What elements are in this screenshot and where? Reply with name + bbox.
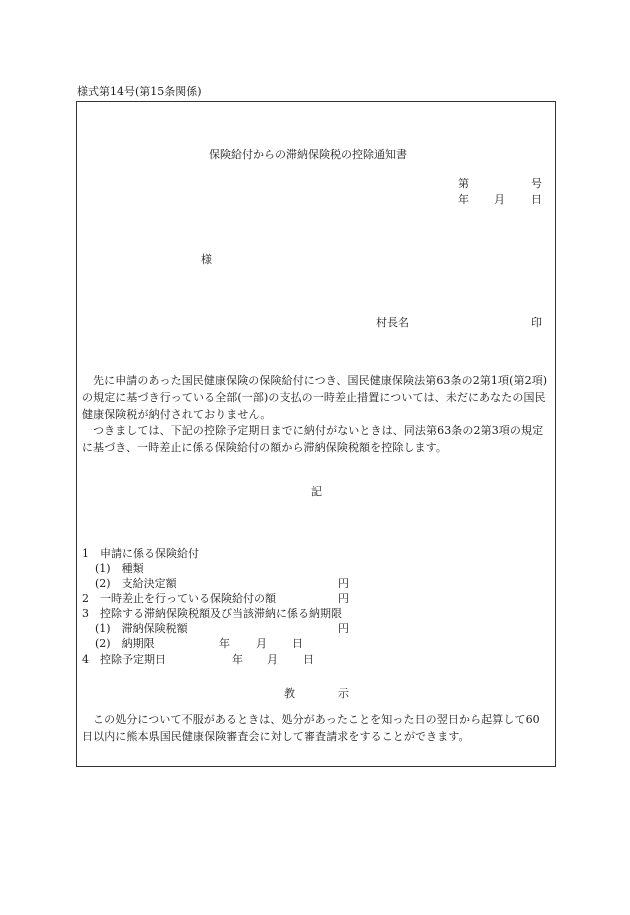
item-1-2-unit: 円 <box>338 577 349 590</box>
number-prefix: 第 <box>458 177 469 190</box>
item-2-unit: 円 <box>338 592 349 605</box>
item-1-2: (2) 支給決定額 <box>95 577 177 590</box>
number-suffix: 号 <box>531 177 542 190</box>
item-4-day: 日 <box>303 653 314 666</box>
item-1: 1 申請に係る保険給付 <box>82 547 199 560</box>
item-3-1: (1) 滞納保険税額 <box>95 622 188 635</box>
item-1-1: (1) 種類 <box>95 562 144 575</box>
body-paragraph-1: 先に申請のあった国民健康保険の保険給付につき、国民健康保険法第63条の2第1項(第2項)の規定に基づき行っている全部(一部)の支払の一時差止措置については、未だにあなたの国民健康保険税が納付されておりません。 <box>82 374 548 421</box>
item-3: 3 控除する滞納保険税額及び当該滞納に係る納期限 <box>82 607 342 620</box>
item-2: 2 一時差止を行っている保険給付の額 <box>82 592 276 605</box>
item-3-1-unit: 円 <box>338 622 349 635</box>
item-3-2-month: 月 <box>256 637 267 650</box>
item-4-month: 月 <box>267 653 278 666</box>
addressee-suffix: 様 <box>201 253 212 266</box>
date-year-label: 年 <box>458 193 469 206</box>
instruction-heading-2: 示 <box>338 687 349 700</box>
item-3-2-day: 日 <box>292 637 303 650</box>
instruction-paragraph: この処分について不服があるときは、処分があったことを知った日の翌日から起算して60日以内に熊本県国民健康保険審査会に対して審査請求をすることができます。 <box>82 713 540 743</box>
seal-mark: 印 <box>531 316 542 329</box>
document-title: 保険給付からの滞納保険税の控除通知書 <box>209 148 407 161</box>
sender-mayor: 村長名 <box>376 316 409 329</box>
ki-heading: 記 <box>311 485 322 498</box>
date-month-label: 月 <box>494 193 505 206</box>
form-number: 様式第14号(第15条関係) <box>77 85 202 98</box>
body-paragraph-2: つきましては、下記の控除予定期日までに納付がないときは、同法第63条の2第3項の規定に基づき、一時差止に係る保険給付の額から滞納保険税額を控除します。 <box>82 424 544 454</box>
item-4-year: 年 <box>232 653 243 666</box>
item-4: 4 控除予定期日 <box>82 653 166 666</box>
date-day-label: 日 <box>531 193 542 206</box>
item-3-2: (2) 納期限 <box>95 637 155 650</box>
item-3-2-year: 年 <box>219 637 230 650</box>
instruction-heading-1: 教 <box>284 687 295 700</box>
